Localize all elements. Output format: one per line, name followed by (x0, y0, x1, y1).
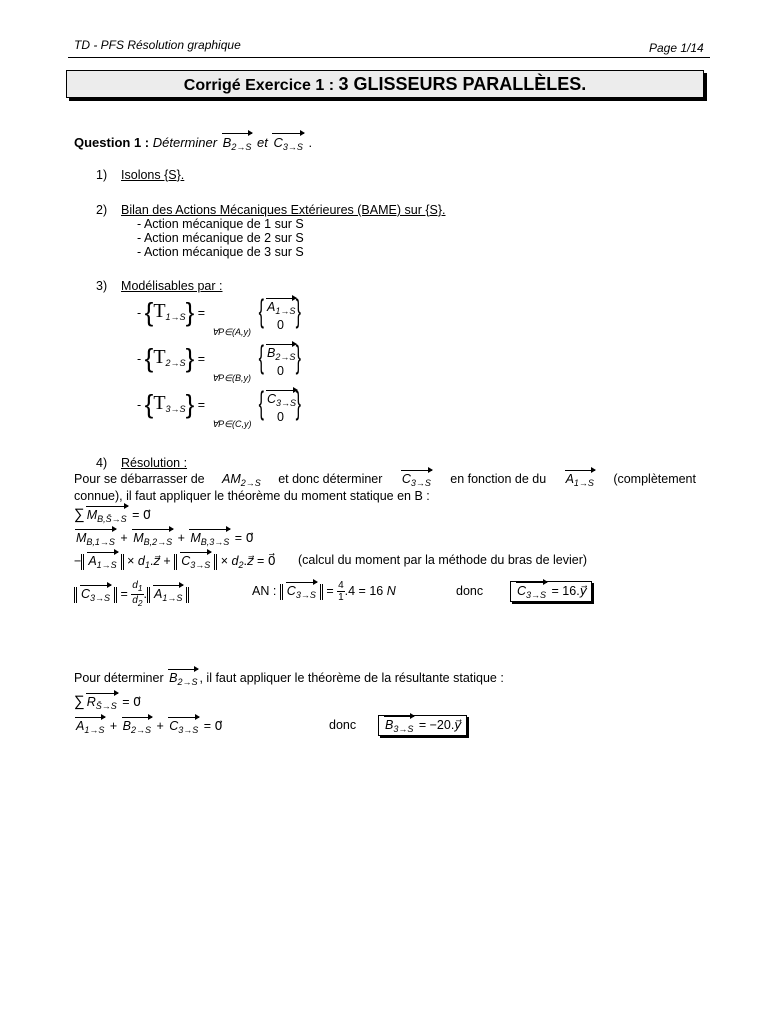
equation-resultante-detail: $A_{1\to S} + B_{2\to S} + C_{3\to S}$ = 0⃗ (76, 719, 223, 735)
lever-arm-note: (calcul du moment par la méthode du bras de levier) (298, 553, 588, 567)
equation-moment-detail: $M_{B,1\to S} + M_{B,2\to S} + M_{B,3\to S}$ = 0⃗ (76, 531, 254, 547)
step-4: 4) Résolution : (96, 456, 188, 470)
equation-c3-norm: $C_{3\to S}$ = $\frac{d_1}{d_2}$ . $A_{1\to S}$ (74, 580, 189, 609)
title-prefix: Corrigé Exercice 1 : (183, 77, 339, 94)
torseur-2: - $\{T_{2\to S}\}$ = (137, 343, 206, 373)
step-3: 3) Modélisables par : (96, 279, 223, 293)
equation-lever-arm: − $A_{1\to S}$ × $d_1.z⃗ + C_{3\to S}$ × $d_2.z⃗$ = 0⃗ (74, 554, 276, 570)
header-rule (68, 57, 710, 58)
numerical-application: AN : $C_{3\to S}$ = $\frac{4}{1}$ .4 = 16 N (252, 580, 396, 603)
header-page-number: Page 1/14 (649, 41, 704, 55)
resultante-para: Pour déterminer $B_{2\to S}$ , il faut appliquer le théorème de la résultante statique : (74, 671, 504, 687)
step-2: 2) Bilan des Actions Mécaniques Extérieures (BAME) sur {S}. (96, 203, 446, 217)
title-box (66, 70, 704, 98)
question-line: Question 1 : Déterminer $B_{2\to S}$ et $C_{3\to S}$ . (74, 135, 313, 152)
torseur-1: - $\{T_{1\to S}\}$ = (137, 297, 206, 327)
result-c3: $C_{3\to S}$ = 16.y⃗ (510, 581, 592, 602)
equation-resultante-sum: ∑ $R_{S̄\to S}$ = 0⃗ (74, 693, 141, 711)
title-main: 3 GLISSEURS PARALLÈLES. (338, 74, 587, 94)
header-left: TD - PFS Résolution graphique (74, 38, 241, 52)
equation-moment-sum: ∑ $M_{B,S̄\to S}$ = 0⃗ (74, 506, 151, 524)
resolution-para-line1: Pour se débarrasser de $AM_{2\to S}$ et donc déterminer $C_{3\to S}$ en fonction de du $A_{1\to S}$ (complètement (74, 472, 696, 488)
resolution-para-line2: connue), il faut appliquer le théorème du moment statique en B : (74, 489, 430, 503)
bame-item-1: - Action mécanique de 1 sur S (137, 217, 304, 231)
donc-1: donc (456, 584, 484, 598)
torseur-3: - $\{T_{3\to S}\}$ = (137, 389, 206, 419)
step-1: 1) Isolons {S}. (96, 168, 185, 182)
question-verb: Déterminer (152, 135, 218, 150)
result-b2: $B_{3\to S}$ = −20.y⃗ (378, 715, 467, 736)
donc-2: donc (329, 718, 357, 732)
question-label: Question 1 : (74, 135, 150, 150)
bame-item-2: - Action mécanique de 2 sur S (137, 231, 304, 245)
bame-item-3: - Action mécanique de 3 sur S (137, 245, 304, 259)
